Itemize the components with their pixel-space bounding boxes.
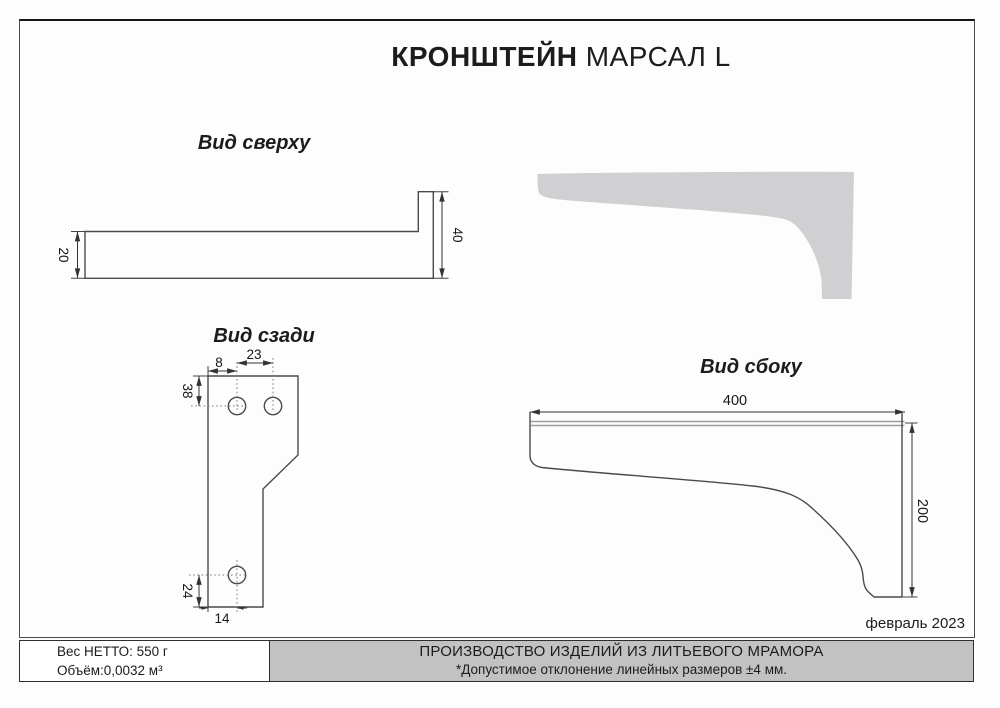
bracket-photo-silhouette — [537, 172, 854, 299]
footer-table — [19, 640, 974, 682]
date-label: февраль 2023 — [865, 615, 965, 632]
side-view-dimensions — [530, 412, 918, 597]
footer-tolerance-note: *Допустимое отклонение линейных размеров ±4 мм. — [455, 661, 788, 677]
dimension-20-label: 20 — [56, 247, 71, 263]
footer-volume: Объём:0,0032 м³ — [57, 663, 163, 678]
drawing-title — [161, 41, 961, 73]
dimension-200-label: 200 — [914, 498, 930, 524]
dimension-40-label: 40 — [450, 227, 465, 243]
side-view-label: Вид сбоку — [700, 356, 802, 378]
rear-view-holes — [228, 397, 281, 583]
title-model-part: МАРСАЛ L — [585, 41, 731, 72]
footer-production-cell — [270, 641, 973, 681]
title-bold-part: КРОНШТЕЙН — [391, 41, 578, 72]
top-view-dimensions — [71, 192, 449, 279]
dimension-14-label: 14 — [214, 611, 230, 626]
dimension-8-label: 8 — [215, 355, 223, 370]
dimension-23-label: 23 — [246, 347, 262, 362]
dimension-24-label: 24 — [180, 583, 195, 599]
dimension-38-label: 38 — [180, 383, 195, 399]
top-view-outline — [85, 192, 433, 279]
top-view-label: Вид сверху — [197, 132, 311, 154]
dimension-400-label: 400 — [722, 393, 748, 409]
side-view-outline — [530, 412, 905, 597]
rear-view-outline — [208, 376, 298, 607]
rear-view-label: Вид сзади — [213, 325, 315, 347]
footer-production-title: ПРОИЗВОДСТВО ИЗДЕЛИЙ ИЗ ЛИТЬЕВОГО МРАМОРА — [419, 643, 824, 661]
footer-weight: Вес НЕТТО: 550 г — [57, 644, 168, 659]
rear-view-dimensions — [189, 356, 273, 614]
footer-specs-cell — [20, 641, 270, 681]
